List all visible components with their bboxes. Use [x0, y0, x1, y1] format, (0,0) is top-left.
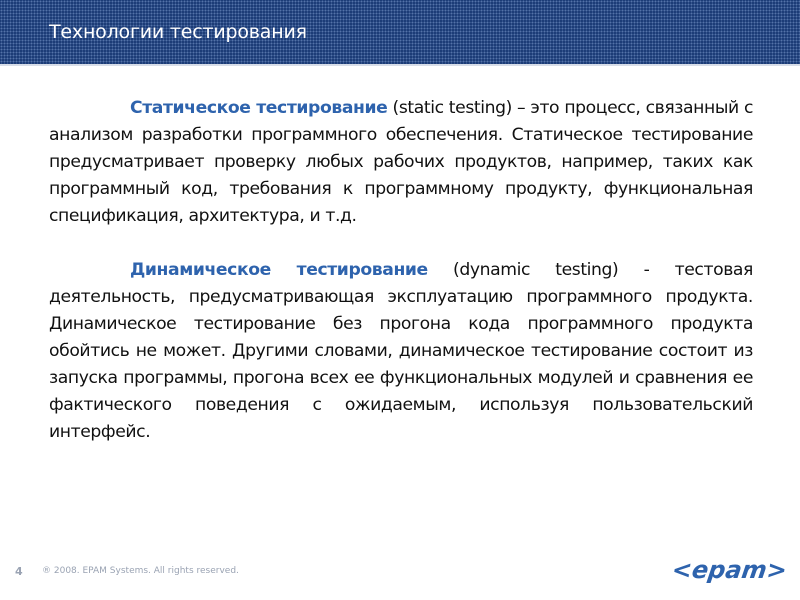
copyright-text: ® 2008. EPAM Systems. All rights reserved. [42, 566, 239, 576]
term-static-testing: Статическое тестирование [130, 98, 388, 118]
term-dynamic-testing: Динамическое тестирование [130, 260, 428, 280]
paragraph-dynamic-testing-text: (dynamic testing) - тестовая деятельность, предусматривающая эксплуатацию программного продукта. Динамическое тестирование без прогона кода программного продукта обойтись не может. Другими словами, динамическое тестирование состоит из запуска программы, прогона всех ее функциональных модулей и сравнения ее фактического поведения с ожидаемым, используя пользовательский интерфейс. [49, 260, 753, 442]
epam-logo-text: <epam> [670, 556, 789, 584]
epam-logo [672, 556, 787, 584]
page-number: 4 [15, 565, 23, 578]
header-banner [0, 0, 800, 64]
header-divider [0, 64, 800, 66]
page-title: Технологии тестирования [49, 21, 307, 43]
paragraph-static-testing [49, 95, 753, 230]
paragraph-dynamic-testing [49, 257, 753, 446]
slide-content [49, 95, 753, 473]
paragraph-static-testing-text: (static testing) – это процесс, связанный с анализом разработки программного обеспечения. Статическое тестирование предусматривает проверку любых рабочих продуктов, например, таких как программный код, требования к программному продукту, функциональная спецификация, архитектура, и т.д. [49, 98, 753, 226]
